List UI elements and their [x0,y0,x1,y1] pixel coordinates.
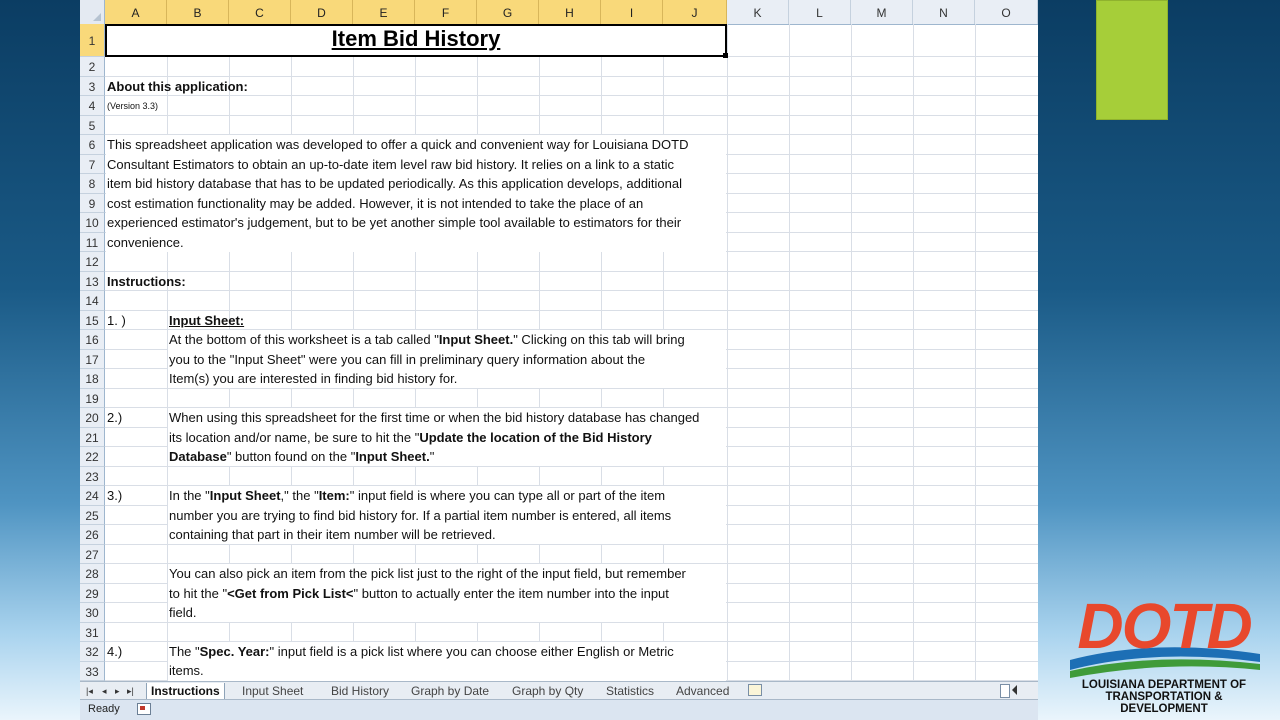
row-header[interactable]: 13 [80,272,105,292]
column-header-b[interactable]: B [167,0,229,24]
column-header-c[interactable]: C [229,0,291,24]
row-header[interactable]: 6 [80,135,105,155]
tab-statistics[interactable]: Statistics [606,684,655,698]
step2-line: its location and/or name, be sure to hit the "Update the location of the Bid History [169,430,652,445]
row-header[interactable]: 10 [80,213,105,233]
row-header[interactable]: 28 [80,564,105,584]
row-header[interactable]: 20 [80,408,105,428]
step3-line: to hit the "<Get from Pick List<" button to actually enter the item number into the input [169,586,669,601]
step3-line: containing that part in their item number will be retrieved. [169,527,496,542]
row-header[interactable]: 24 [80,486,105,506]
row-header[interactable]: 1 [80,24,105,57]
row-gridline [105,310,1038,311]
row-header[interactable]: 30 [80,603,105,623]
logo-text: DOTD [1077,590,1251,662]
step4-line: The "Spec. Year:" input field is a pick list where you can choose either English or Metric [169,644,674,659]
intro-line: This spreadsheet application was developed to offer a quick and convenient way for Louisiana DOTD [107,137,689,152]
select-all-corner[interactable] [80,0,105,24]
scroll-left-icon[interactable] [1012,685,1017,695]
logo-caption [1064,679,1264,715]
row-header[interactable]: 3 [80,77,105,97]
column-header-a[interactable]: A [105,0,167,24]
row-header[interactable]: 11 [80,233,105,253]
insert-sheet-icon[interactable] [748,684,762,696]
logo-caption-line: LOUISIANA DEPARTMENT OF [1081,679,1247,691]
step2-line: Database" button found on the "Input Sheet." [169,449,435,464]
column-gridline [727,24,728,681]
row-header[interactable]: 23 [80,467,105,487]
column-header-l[interactable]: L [789,0,851,24]
first-sheet-button[interactable]: |◂ [86,686,93,696]
column-header-d[interactable]: D [291,0,353,24]
tab-instructions[interactable]: Instructions [146,683,225,700]
row-header[interactable]: 22 [80,447,105,467]
page-title: Item Bid History [331,26,501,51]
step2-line: When using this spreadsheet for the first time or when the bid history database has changed [169,410,700,425]
row-gridline [105,95,1038,96]
status-bar [80,699,1038,720]
scrollbar-splitter[interactable] [1000,684,1010,698]
step3-line: You can also pick an item from the pick list just to the right of the input field, but remember [169,566,686,581]
row-header[interactable]: 29 [80,584,105,604]
column-header-f[interactable]: F [415,0,477,24]
next-sheet-button[interactable]: ▸ [115,686,120,696]
row-header[interactable]: 5 [80,116,105,136]
column-gridline [789,24,790,681]
tab-graph-by-qty[interactable]: Graph by Qty [512,684,584,698]
column-gridline [851,24,852,681]
row-header[interactable]: 27 [80,545,105,565]
fill-handle[interactable] [723,53,728,58]
macro-record-icon[interactable] [137,703,151,715]
row-header[interactable]: 19 [80,389,105,409]
column-header-m[interactable]: M [851,0,913,24]
column-gridline [913,24,914,681]
row-header[interactable]: 33 [80,662,105,682]
column-header-j[interactable]: J [663,0,727,24]
intro-line: item bid history database that has to be updated periodically. As this application develops, additional [107,176,683,191]
sheet-tab-bar [80,681,1038,700]
tab-advanced[interactable]: Advanced [676,684,730,698]
spreadsheet-window [80,0,1038,720]
step4-line: items. [169,663,204,678]
row-header[interactable]: 12 [80,252,105,272]
tab-input-sheet[interactable]: Input Sheet [242,684,304,698]
row-header[interactable]: 4 [80,96,105,116]
step-number: 4.) [107,644,123,659]
column-header-h[interactable]: H [539,0,601,24]
intro-line: cost estimation functionality may be added. However, it is not intended to take the place of an [107,196,644,211]
version-label: (Version 3.3) [107,101,159,111]
row-header[interactable]: 9 [80,194,105,214]
about-heading: About this application: [107,79,248,94]
step-number: 1. ) [107,313,126,328]
row-header[interactable]: 17 [80,350,105,370]
row-header[interactable]: 32 [80,642,105,662]
intro-line: convenience. [107,235,184,250]
step3-line: field. [169,605,197,620]
step3-line: number you are trying to find bid history for. If a partial item number is entered, all items [169,508,672,523]
column-gridline [975,24,976,681]
last-sheet-button[interactable]: ▸| [127,686,134,696]
row-gridline [105,115,1038,116]
status-text: Ready [88,703,120,715]
column-header-i[interactable]: I [601,0,663,24]
row-header[interactable]: 14 [80,291,105,311]
row-header[interactable]: 7 [80,155,105,175]
step1-line: you to the "Input Sheet" were you can fill in preliminary query information about the [169,352,646,367]
step1-title: Input Sheet: [169,313,245,328]
instructions-heading: Instructions: [107,274,186,289]
tab-bid-history[interactable]: Bid History [331,684,390,698]
accent-bar [1096,0,1168,120]
column-header-o[interactable]: O [975,0,1038,24]
column-header-g[interactable]: G [477,0,539,24]
row-header[interactable]: 16 [80,330,105,350]
row-header[interactable]: 15 [80,311,105,331]
row-header[interactable]: 25 [80,506,105,526]
row-header[interactable]: 2 [80,57,105,77]
row-header[interactable]: 31 [80,623,105,643]
column-header-bar [80,0,1038,25]
row-header[interactable]: 8 [80,174,105,194]
column-header-k[interactable]: K [727,0,789,24]
merged-intro-block [106,135,726,252]
column-header-n[interactable]: N [913,0,975,24]
step1-line: Item(s) you are interested in finding bid history for. [169,371,458,386]
row-header[interactable]: 18 [80,369,105,389]
row-header[interactable]: 21 [80,428,105,448]
step-number: 2.) [107,410,123,425]
row-gridline [105,76,1038,77]
step1-line: At the bottom of this worksheet is a tab called "Input Sheet." Clicking on this tab will bring [169,332,685,347]
row-gridline [105,271,1038,272]
prev-sheet-button[interactable]: ◂ [102,686,107,696]
step3-line: In the "Input Sheet," the "Item:" input field is where you can type all or part of the item [169,488,666,503]
intro-line: experienced estimator's judgement, but to be yet another simple tool available to estimators for their [107,215,682,230]
row-header[interactable]: 26 [80,525,105,545]
tab-graph-by-date[interactable]: Graph by Date [411,684,490,698]
logo-caption-line: TRANSPORTATION & DEVELOPMENT [1105,691,1223,715]
step-number: 3.) [107,488,123,503]
row-gridline [105,290,1038,291]
intro-line: Consultant Estimators to obtain an up-to-date item level raw bid history. It relies on a link to a static [107,157,674,172]
column-header-e[interactable]: E [353,0,415,24]
